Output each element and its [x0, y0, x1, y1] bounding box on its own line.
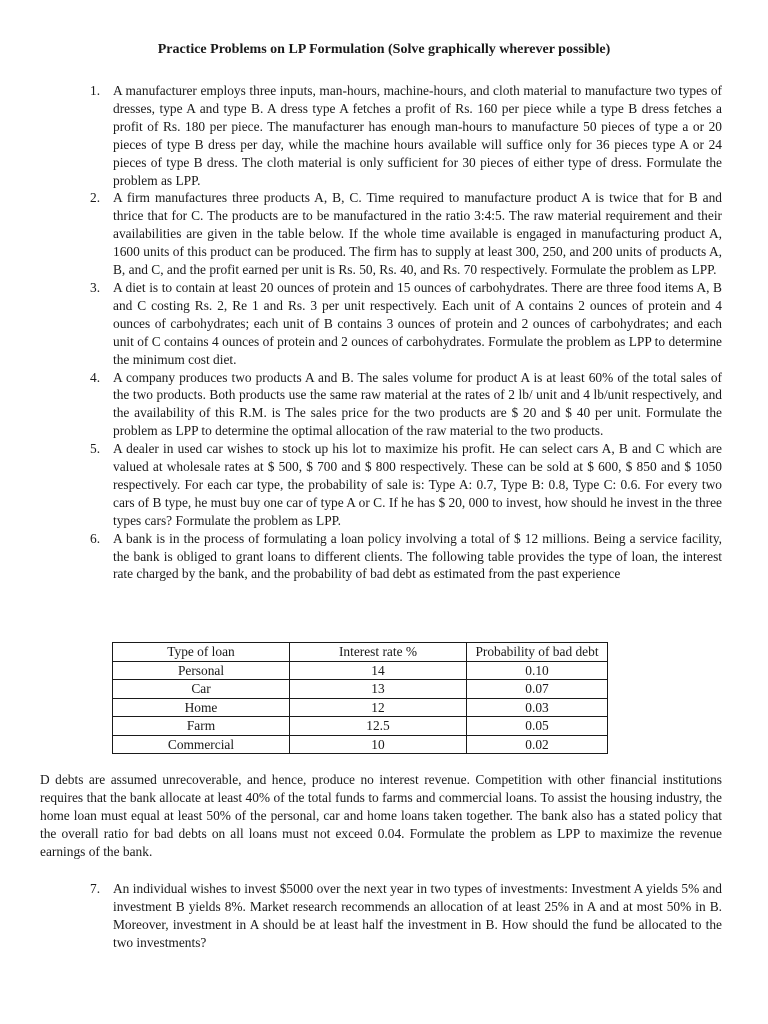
table-cell: 10: [290, 735, 467, 754]
table-row: [113, 661, 608, 680]
table-cell: 0.03: [467, 698, 608, 717]
table-cell: Personal: [113, 661, 290, 680]
table-cell: 12: [290, 698, 467, 717]
table-cell: Commercial: [113, 735, 290, 754]
problem-number: 2.: [90, 190, 101, 206]
problem-item: [90, 530, 722, 584]
problem-number: 7.: [90, 881, 101, 896]
table-row: [113, 680, 608, 699]
problem-number: 4.: [90, 369, 101, 385]
table-header-cell: Probability of bad debt: [467, 643, 608, 662]
table-header-row: [113, 643, 608, 662]
problem-text: A manufacturer employs three inputs, man-hours, machine-hours, and cloth material to manufacture two types of dresses, type A and type B. A dress type A fetches a profit of Rs. 160 per piece while a type B dress fetches a profit of Rs. 180 per piece. The manufacturer has enough man-hours to manufacture 50 pieces of type a or 20 pieces of type B dress per day, while the machine hours available will suffice only for 36 pieces type A or 24 pieces of type B dress. The cloth material is only sufficient for 30 pieces of either type of dress. Formulate the problem as LPP.: [113, 83, 722, 188]
problem-item: [90, 82, 722, 189]
table-cell: 12.5: [290, 717, 467, 736]
problem-text: A dealer in used car wishes to stock up his lot to maximize his profit. He can select cars A, B and C which are valued at wholesale rates at $ 500, $ 700 and $ 800 respectively. These can be sold at $ 600, $ 850 and $ 1050 respectively. For each car type, the probability of sale is: Type A: 0.7, Type B: 0.8, Type C: 0.6. For every two cars of B type, he must buy one car of type A or C. If he has $ 20, 000 to invest, how should he invest in the three types cars? Formulate the problem as LPP.: [113, 441, 722, 528]
loan-table: [112, 642, 608, 754]
problem-number: 6.: [90, 530, 101, 546]
problem-text: A bank is in the process of formulating a loan policy involving a total of $ 12 millions. Being a service facility, the bank is obliged to grant loans to different clients. The following table provides the type of loan, the interest rate charged by the bank, and the probability of bad debt as estimated from the past experience: [113, 530, 722, 582]
problem-item: [90, 279, 722, 369]
table-cell: Farm: [113, 717, 290, 736]
table-row: [113, 717, 608, 736]
table-cell: 0.02: [467, 735, 608, 754]
table-cell: 0.05: [467, 717, 608, 736]
problem-text: An individual wishes to invest $5000 over the next year in two types of investments: Investment A yields 5% and investment B yields 8%. Market research recommends an allocation of at least 25% in A and at most 50% in B. Moreover, investment in A should be at least half the investment in B. How should the fund be allocated to the two investments?: [113, 881, 722, 950]
table-cell: 14: [290, 661, 467, 680]
table-header-cell: Type of loan: [113, 643, 290, 662]
page-title: Practice Problems on LP Formulation (Solve graphically wherever possible): [157, 42, 611, 57]
problem-number: 3.: [90, 279, 101, 295]
problem-6-continuation: D debts are assumed unrecoverable, and hence, produce no interest revenue. Competition with other financial institutions requires that the bank allocate at least 40% of the total funds to farms and commercial loans. To assist the housing industry, the home loan must equal at least 50% of the personal, car and home loans taken together. The bank also has a stated policy that the overall ratio for bad debts on all loans must not exceed 0.04. Formulate the problem as LPP to maximize the revenue earnings of the bank.: [40, 772, 722, 859]
table-cell: 0.07: [467, 680, 608, 699]
table-cell: 0.10: [467, 661, 608, 680]
problem-number: 5.: [90, 441, 101, 457]
table-row: [113, 698, 608, 717]
table-cell: 13: [290, 680, 467, 699]
problem-text: A diet is to contain at least 20 ounces of protein and 15 ounces of carbohydrates. There are three food items A, B and C costing Rs. 2, Re 1 and Rs. 3 per unit respectively. Each unit of A contains 2 ounces of protein and 4 ounces of carbohydrates; each unit of B contains 3 ounces of protein and 2 ounces of carbohydrates; and each unit of C contains 4 ounces of protein and 2 ounces of carbohydrates. Formulate the problem as LPP to determine the minimum cost diet.: [113, 279, 722, 367]
problem-item: [90, 880, 722, 952]
table-cell: Car: [113, 680, 290, 699]
table-cell: Home: [113, 698, 290, 717]
problem-item: [90, 369, 722, 441]
problem-number: 1.: [90, 83, 101, 98]
problem-text: A company produces two products A and B. The sales volume for product A is at least 60% of the total sales of the two products. Both products use the same raw material at the rates of 2 lb/ unit and 4 lb/unit respectively, and the availability of this R.M. is The sales price for the two products are $ 20 and $ 40 per unit. Formulate the problem as LPP to determine the optimal allocation of the raw material to the two products.: [113, 369, 722, 439]
problem-item: [90, 189, 722, 279]
problem-item: [90, 440, 722, 530]
table-header-cell: Interest rate %: [290, 643, 467, 662]
problem-list: [90, 82, 722, 583]
table-row: [113, 735, 608, 754]
problem-text: A firm manufactures three products A, B, C. Time required to manufacture product A is twice that for B and thrice that for C. The products are to be manufactured in the ratio 3:4:5. The raw material requirement and their availabilities are given in the table below. If the whole time available is engaged in manufacturing product A, 1600 units of this product can be produced. The firm has to supply at least 300, 250, and 200 units of products A, B, and C, and the profit earned per unit is Rs. 50, Rs. 40, and Rs. 70 respectively. Formulate the problem as LPP.: [113, 190, 722, 278]
